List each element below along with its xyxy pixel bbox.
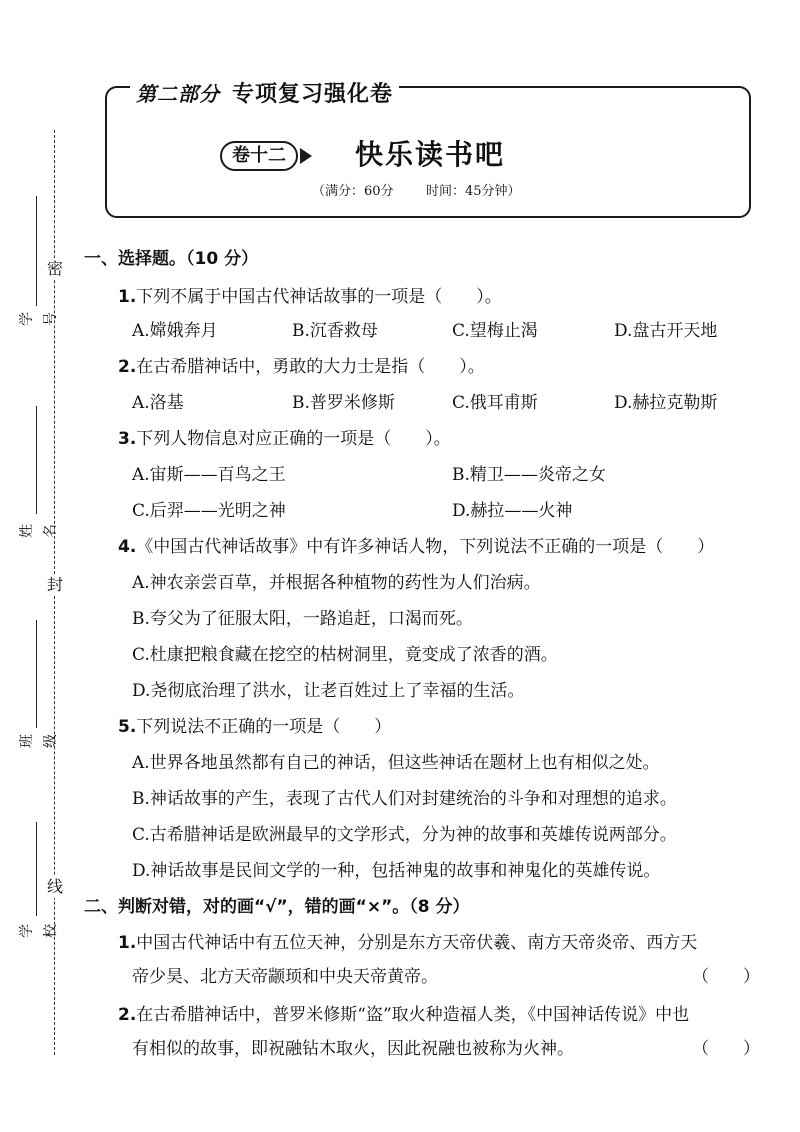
option-4c: C.杜康把粮食藏在挖空的枯树洞里，竟变成了浓香的酒。 <box>132 645 558 665</box>
question-number: 2. <box>118 357 137 377</box>
volume-badge: 卷十二 <box>220 141 298 171</box>
tf-answer-blank-2[interactable]: （ ） <box>692 1039 760 1059</box>
question-4 <box>118 534 772 560</box>
question-number: 2. <box>118 1005 137 1025</box>
option-3a: A.宙斯——百鸟之王 <box>132 465 286 485</box>
option-2c: C.俄耳甫斯 <box>452 393 538 413</box>
option-1b: B.沉香救母 <box>292 321 378 341</box>
tf-question-2 <box>118 1002 772 1028</box>
question-number: 1. <box>118 287 137 307</box>
question-3 <box>118 426 772 452</box>
margin-word-xian: 线 <box>44 876 66 898</box>
question-5 <box>118 714 772 740</box>
question-number: 3. <box>118 429 137 449</box>
part-title <box>130 74 399 110</box>
option-1a: A.嫦娥奔月 <box>132 321 218 341</box>
exam-time: 时间：45分钟） <box>426 184 521 199</box>
option-3c: C.后羿——光明之神 <box>132 501 286 521</box>
question-2 <box>118 354 772 380</box>
name-line <box>36 406 37 514</box>
margin-word-feng: 封 <box>44 574 66 596</box>
class-line <box>36 620 37 728</box>
question-text: 下列说法不正确的一项是（ ） <box>136 717 392 737</box>
question-1 <box>118 284 772 310</box>
option-3d: D.赫拉——火神 <box>452 501 573 521</box>
volume-arrow-icon <box>300 148 312 164</box>
question-number: 4. <box>118 537 137 557</box>
question-text-line-1: 中国古代神话中有五位天神，分别是东方天帝伏羲、南方天帝炎帝、西方天 <box>136 933 698 953</box>
section-heading-choice: 一、选择题。（10 分） <box>84 249 259 269</box>
option-4b: B.夸父为了征服太阳，一路追赶，口渴而死。 <box>132 609 473 629</box>
option-2a: A.洛基 <box>132 393 184 413</box>
tf-question-2-line-2: 有相似的故事，即祝融钻木取火，因此祝融也被称为火神。 <box>132 1039 574 1059</box>
option-5c: C.古希腊神话是欧洲最早的文学形式，分为神的故事和英雄传说两部分。 <box>132 825 677 845</box>
part-label: 第二部分 <box>136 81 220 106</box>
tf-question-1 <box>118 930 772 956</box>
option-5a: A.世界各地虽然都有自己的神话，但这些神话在题材上也有相似之处。 <box>132 753 660 773</box>
part-name: 专项复习强化卷 <box>232 81 394 107</box>
document-title: 快乐读书吧 <box>355 138 506 171</box>
option-2b: B.普罗米修斯 <box>292 393 395 413</box>
tf-question-1-line-2: 帝少昊、北方天帝颛顼和中央天帝黄帝。 <box>132 967 438 987</box>
section-heading-true-false: 二、判断对错，对的画“√”，错的画“×”。（8 分） <box>84 897 470 917</box>
class-label: 班级 <box>19 734 59 748</box>
question-number: 1. <box>118 933 137 953</box>
question-text-line-1: 在古希腊神话中，普罗米修斯“盗”取火种造福人类，《中国神话传说》中也 <box>136 1005 690 1025</box>
question-number: 5. <box>118 717 137 737</box>
option-2d: D.赫拉克勒斯 <box>614 393 718 413</box>
question-text: 下列人物信息对应正确的一项是（ ）。 <box>136 429 451 449</box>
tf-answer-blank-1[interactable]: （ ） <box>692 967 760 987</box>
margin-word-mi: 密 <box>44 258 66 280</box>
student-id-label: 学号 <box>19 312 59 326</box>
option-5b: B.神话故事的产生，表现了古代人们对封建统治的斗争和对理想的追求。 <box>132 789 677 809</box>
question-text: 《中国古代神话故事》中有许多神话人物，下列说法不正确的一项是（ ） <box>136 537 715 557</box>
option-1d: D.盘古开天地 <box>614 321 718 341</box>
option-4a: A.神农亲尝百草，并根据各种植物的药性为人们治病。 <box>132 573 541 593</box>
question-text: 下列不属于中国古代神话故事的一项是（ ）。 <box>136 287 502 307</box>
name-label: 姓名 <box>19 524 59 538</box>
option-1c: C.望梅止渴 <box>452 321 538 341</box>
full-score: （满分：60分 <box>312 184 394 199</box>
student-id-line <box>36 196 37 306</box>
school-line <box>36 822 37 916</box>
option-5d: D.神话故事是民间文学的一种，包括神鬼的故事和神鬼化的英雄传说。 <box>132 861 661 881</box>
option-3b: B.精卫——炎帝之女 <box>452 465 606 485</box>
question-text: 在古希腊神话中，勇敢的大力士是指（ ）。 <box>136 357 485 377</box>
school-label: 学校 <box>19 924 59 938</box>
option-4d: D.尧彻底治理了洪水，让老百姓过上了幸福的生活。 <box>132 681 525 701</box>
